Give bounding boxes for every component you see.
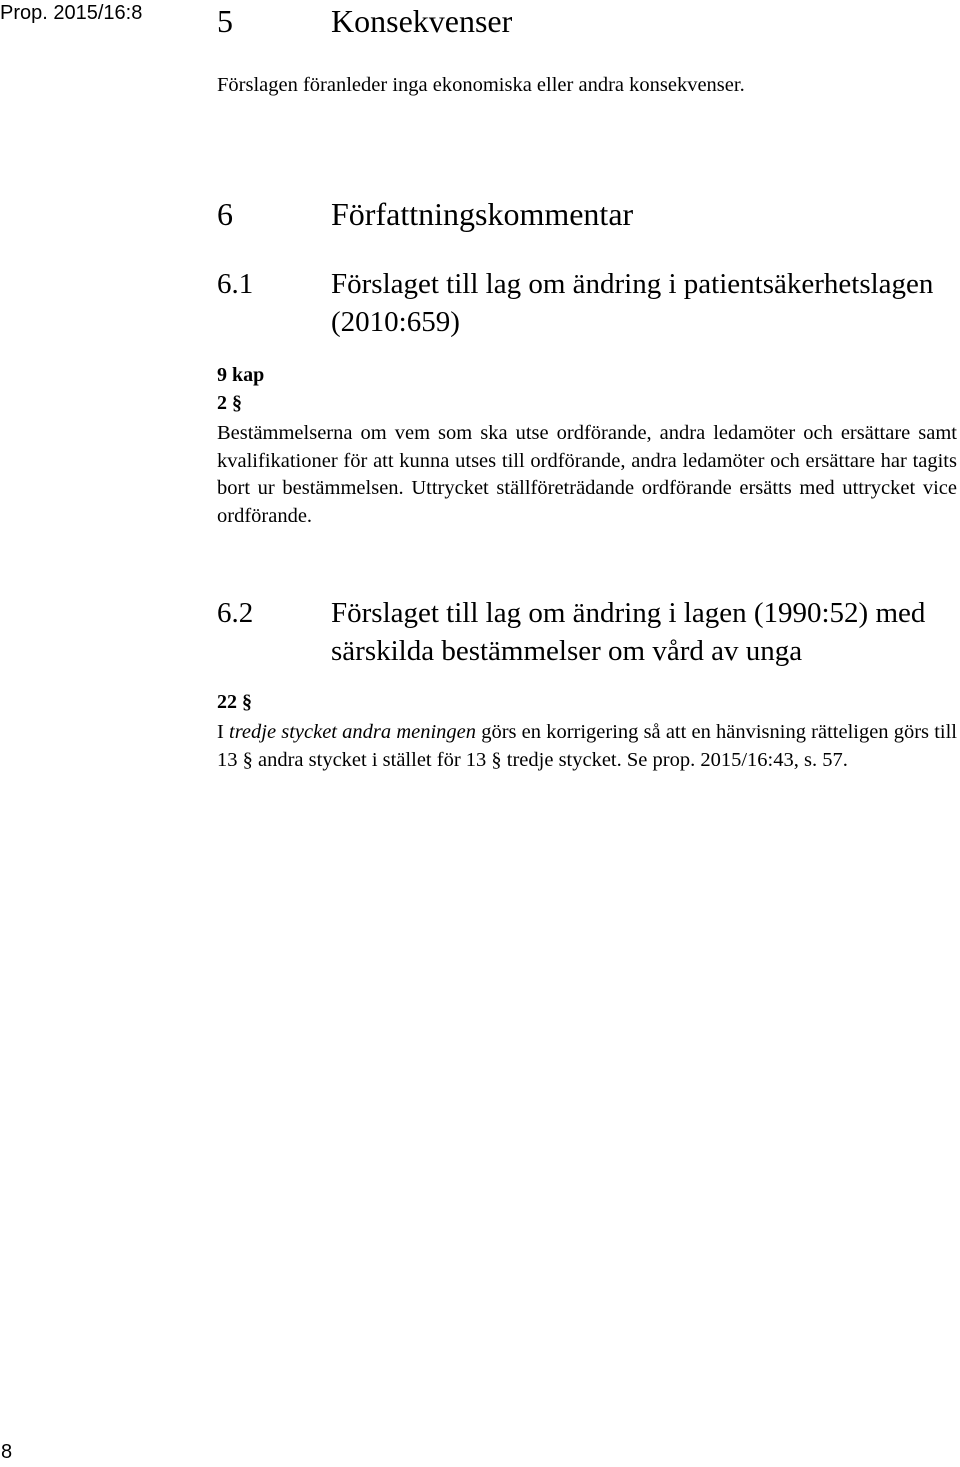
section-heading-6-1 [217,265,957,345]
section-title: Förslaget till lag om ändring i lagen (1990:52) med särskilda bestämmelser om vård av unga [331,597,926,667]
chapter-label: 9 kap [217,364,265,386]
body-text-italic: tredje stycket andra meningen [229,721,477,743]
paragraph-label: 22 § [217,691,252,713]
section-title: Konsekvenser [331,3,513,39]
body-text-pre: I [217,721,229,743]
section-title: Förslaget till lag om ändring i patientsäkerhetslagen (2010:659) [331,268,934,338]
paragraph-label: 2 § [217,392,242,414]
body-text-post: görs en korrigering så att en hänvisning rätteligen görs till 13 § andra stycket i stället för 13 § tredje stycket. Se prop. 2015/16:43, s. 57. [217,721,957,771]
proposition-label: Prop. 2015/16:8 [0,2,143,24]
section-title: Författningskommentar [331,196,634,232]
section-number: 6.1 [217,268,254,300]
section-heading-5 [217,2,917,40]
section-5-body: Förslagen föranleder inga ekonomiska eller andra konsekvenser. [217,74,745,96]
page-number: 8 [1,1441,13,1463]
section-number: 6.2 [217,597,254,629]
section-number: 6 [217,196,233,232]
section-heading-6 [217,195,917,233]
section-6-2-body [217,719,957,774]
section-number: 5 [217,3,233,39]
section-6-1-body: Bestämmelserna om vem som ska utse ordförande, andra ledamöter och ersättare samt kvalifikationer för att kunna utses till ordförande, andra ledamöter och ersättare har tagits bort ur bestämmelsen. Uttrycket ställföreträdande ordförande ersätts med uttrycket vice ordförande. [217,422,957,527]
section-heading-6-2 [217,594,957,674]
